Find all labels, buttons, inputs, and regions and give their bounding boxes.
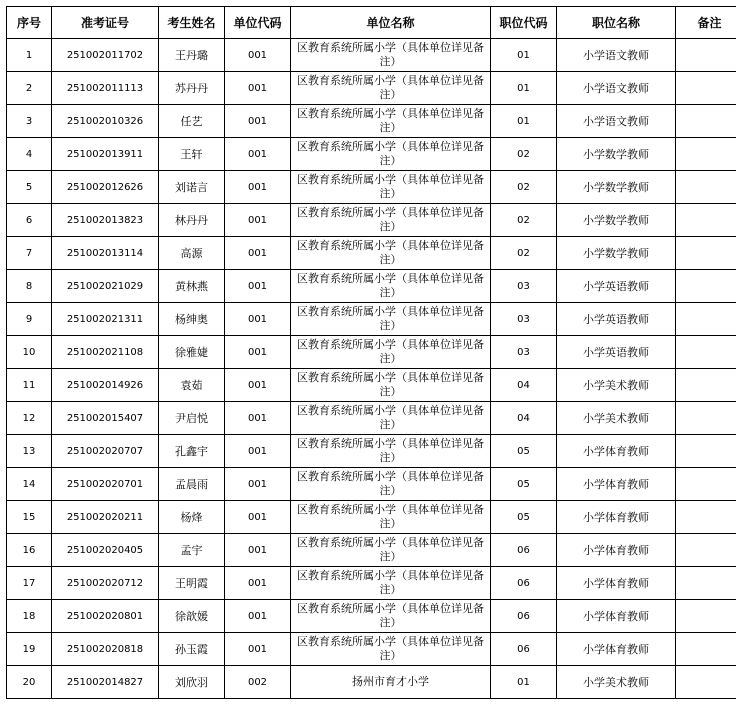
cell-index: 5 xyxy=(7,171,52,204)
table-row xyxy=(7,336,736,369)
cell-unit-code: 001 xyxy=(225,237,291,270)
cell-index: 18 xyxy=(7,600,52,633)
header-exam-id: 准考证号 xyxy=(52,7,159,39)
cell-position-code: 06 xyxy=(491,600,557,633)
table-row xyxy=(7,534,736,567)
cell-remarks xyxy=(676,72,736,105)
cell-candidate-name: 王明霞 xyxy=(159,567,225,600)
cell-unit-name: 区教育系统所属小学（具体单位详见备注） xyxy=(291,303,491,336)
cell-index: 6 xyxy=(7,204,52,237)
cell-candidate-name: 林丹丹 xyxy=(159,204,225,237)
cell-position-code: 04 xyxy=(491,369,557,402)
cell-unit-code: 001 xyxy=(225,369,291,402)
cell-unit-code: 001 xyxy=(225,600,291,633)
cell-remarks xyxy=(676,204,736,237)
cell-index: 4 xyxy=(7,138,52,171)
table-row xyxy=(7,303,736,336)
cell-remarks xyxy=(676,39,736,72)
cell-position-name: 小学语文教师 xyxy=(557,72,676,105)
cell-position-code: 01 xyxy=(491,72,557,105)
table-row xyxy=(7,402,736,435)
cell-unit-name: 区教育系统所属小学（具体单位详见备注） xyxy=(291,336,491,369)
table-row xyxy=(7,501,736,534)
cell-position-name: 小学美术教师 xyxy=(557,369,676,402)
cell-unit-name: 区教育系统所属小学（具体单位详见备注） xyxy=(291,435,491,468)
cell-index: 15 xyxy=(7,501,52,534)
cell-position-name: 小学体育教师 xyxy=(557,501,676,534)
cell-position-code: 02 xyxy=(491,138,557,171)
cell-index: 10 xyxy=(7,336,52,369)
cell-position-code: 01 xyxy=(491,666,557,699)
cell-unit-code: 001 xyxy=(225,633,291,666)
cell-remarks xyxy=(676,435,736,468)
cell-exam-id: 251002020712 xyxy=(52,567,159,600)
cell-remarks xyxy=(676,171,736,204)
cell-position-name: 小学数学教师 xyxy=(557,171,676,204)
cell-candidate-name: 王轩 xyxy=(159,138,225,171)
table-row xyxy=(7,72,736,105)
cell-position-name: 小学英语教师 xyxy=(557,270,676,303)
table-row xyxy=(7,138,736,171)
cell-unit-name: 区教育系统所属小学（具体单位详见备注） xyxy=(291,369,491,402)
cell-candidate-name: 杨烽 xyxy=(159,501,225,534)
cell-unit-code: 001 xyxy=(225,138,291,171)
cell-position-name: 小学体育教师 xyxy=(557,534,676,567)
cell-position-code: 05 xyxy=(491,435,557,468)
cell-unit-name: 区教育系统所属小学（具体单位详见备注） xyxy=(291,105,491,138)
cell-unit-name: 区教育系统所属小学（具体单位详见备注） xyxy=(291,138,491,171)
header-position-name: 职位名称 xyxy=(557,7,676,39)
cell-index: 9 xyxy=(7,303,52,336)
cell-index: 17 xyxy=(7,567,52,600)
cell-position-code: 03 xyxy=(491,270,557,303)
cell-unit-code: 001 xyxy=(225,39,291,72)
cell-index: 12 xyxy=(7,402,52,435)
cell-unit-code: 001 xyxy=(225,534,291,567)
table-row xyxy=(7,270,736,303)
cell-unit-name: 扬州市育才小学 xyxy=(291,666,491,699)
cell-position-name: 小学体育教师 xyxy=(557,435,676,468)
cell-remarks xyxy=(676,567,736,600)
cell-unit-code: 001 xyxy=(225,468,291,501)
cell-candidate-name: 刘诺言 xyxy=(159,171,225,204)
table-row xyxy=(7,105,736,138)
cell-exam-id: 251002020701 xyxy=(52,468,159,501)
table-body xyxy=(7,39,736,699)
cell-exam-id: 251002014926 xyxy=(52,369,159,402)
cell-candidate-name: 黄林燕 xyxy=(159,270,225,303)
table-row xyxy=(7,204,736,237)
cell-index: 1 xyxy=(7,39,52,72)
header-remarks: 备注 xyxy=(676,7,736,39)
cell-unit-name: 区教育系统所属小学（具体单位详见备注） xyxy=(291,501,491,534)
cell-unit-code: 001 xyxy=(225,171,291,204)
table-row xyxy=(7,39,736,72)
table-row xyxy=(7,600,736,633)
table-row xyxy=(7,468,736,501)
table-row xyxy=(7,369,736,402)
cell-position-code: 06 xyxy=(491,534,557,567)
cell-remarks xyxy=(676,600,736,633)
cell-index: 13 xyxy=(7,435,52,468)
cell-unit-name: 区教育系统所属小学（具体单位详见备注） xyxy=(291,270,491,303)
cell-unit-code: 002 xyxy=(225,666,291,699)
cell-index: 11 xyxy=(7,369,52,402)
table-row xyxy=(7,237,736,270)
cell-index: 3 xyxy=(7,105,52,138)
cell-index: 14 xyxy=(7,468,52,501)
header-candidate-name: 考生姓名 xyxy=(159,7,225,39)
cell-candidate-name: 徐歆媛 xyxy=(159,600,225,633)
cell-unit-code: 001 xyxy=(225,336,291,369)
cell-position-code: 01 xyxy=(491,39,557,72)
cell-exam-id: 251002010326 xyxy=(52,105,159,138)
cell-candidate-name: 刘欣羽 xyxy=(159,666,225,699)
header-unit-name: 单位名称 xyxy=(291,7,491,39)
cell-position-name: 小学语文教师 xyxy=(557,105,676,138)
cell-unit-name: 区教育系统所属小学（具体单位详见备注） xyxy=(291,633,491,666)
cell-remarks xyxy=(676,633,736,666)
cell-remarks xyxy=(676,534,736,567)
table-row xyxy=(7,171,736,204)
cell-remarks xyxy=(676,402,736,435)
cell-exam-id: 251002014827 xyxy=(52,666,159,699)
cell-candidate-name: 孙玉霞 xyxy=(159,633,225,666)
cell-index: 16 xyxy=(7,534,52,567)
cell-index: 7 xyxy=(7,237,52,270)
cell-exam-id: 251002011113 xyxy=(52,72,159,105)
cell-remarks xyxy=(676,501,736,534)
cell-unit-name: 区教育系统所属小学（具体单位详见备注） xyxy=(291,402,491,435)
cell-remarks xyxy=(676,105,736,138)
cell-unit-code: 001 xyxy=(225,105,291,138)
table-row xyxy=(7,435,736,468)
cell-exam-id: 251002015407 xyxy=(52,402,159,435)
table-row xyxy=(7,567,736,600)
cell-remarks xyxy=(676,369,736,402)
cell-candidate-name: 徐雅婕 xyxy=(159,336,225,369)
cell-position-code: 02 xyxy=(491,204,557,237)
cell-candidate-name: 杨绅奥 xyxy=(159,303,225,336)
cell-unit-name: 区教育系统所属小学（具体单位详见备注） xyxy=(291,39,491,72)
cell-candidate-name: 孟晨雨 xyxy=(159,468,225,501)
table-row xyxy=(7,666,736,699)
cell-unit-name: 区教育系统所属小学（具体单位详见备注） xyxy=(291,171,491,204)
cell-candidate-name: 苏丹丹 xyxy=(159,72,225,105)
cell-candidate-name: 孟宇 xyxy=(159,534,225,567)
results-table xyxy=(6,6,736,699)
cell-remarks xyxy=(676,336,736,369)
cell-unit-name: 区教育系统所属小学（具体单位详见备注） xyxy=(291,468,491,501)
cell-exam-id: 251002011702 xyxy=(52,39,159,72)
cell-unit-name: 区教育系统所属小学（具体单位详见备注） xyxy=(291,600,491,633)
cell-position-name: 小学数学教师 xyxy=(557,204,676,237)
cell-position-code: 05 xyxy=(491,468,557,501)
cell-unit-code: 001 xyxy=(225,567,291,600)
cell-candidate-name: 王丹璐 xyxy=(159,39,225,72)
cell-index: 8 xyxy=(7,270,52,303)
cell-position-code: 01 xyxy=(491,105,557,138)
cell-position-code: 02 xyxy=(491,237,557,270)
cell-candidate-name: 袁茹 xyxy=(159,369,225,402)
header-position-code: 职位代码 xyxy=(491,7,557,39)
cell-exam-id: 251002020211 xyxy=(52,501,159,534)
cell-position-name: 小学英语教师 xyxy=(557,303,676,336)
cell-position-code: 06 xyxy=(491,567,557,600)
cell-exam-id: 251002013823 xyxy=(52,204,159,237)
cell-position-name: 小学体育教师 xyxy=(557,567,676,600)
cell-exam-id: 251002013911 xyxy=(52,138,159,171)
cell-candidate-name: 孔鑫宇 xyxy=(159,435,225,468)
cell-position-name: 小学语文教师 xyxy=(557,39,676,72)
cell-remarks xyxy=(676,303,736,336)
cell-position-code: 03 xyxy=(491,336,557,369)
cell-position-name: 小学体育教师 xyxy=(557,600,676,633)
header-row xyxy=(7,7,736,39)
cell-remarks xyxy=(676,270,736,303)
cell-position-name: 小学美术教师 xyxy=(557,666,676,699)
header-index: 序号 xyxy=(7,7,52,39)
cell-exam-id: 251002013114 xyxy=(52,237,159,270)
cell-remarks xyxy=(676,666,736,699)
cell-position-code: 06 xyxy=(491,633,557,666)
cell-exam-id: 251002020707 xyxy=(52,435,159,468)
cell-position-name: 小学体育教师 xyxy=(557,633,676,666)
cell-candidate-name: 尹启悦 xyxy=(159,402,225,435)
cell-index: 20 xyxy=(7,666,52,699)
cell-unit-name: 区教育系统所属小学（具体单位详见备注） xyxy=(291,72,491,105)
cell-exam-id: 251002012626 xyxy=(52,171,159,204)
cell-exam-id: 251002020405 xyxy=(52,534,159,567)
table-row xyxy=(7,633,736,666)
cell-unit-code: 001 xyxy=(225,270,291,303)
cell-index: 19 xyxy=(7,633,52,666)
cell-position-name: 小学英语教师 xyxy=(557,336,676,369)
cell-position-code: 05 xyxy=(491,501,557,534)
cell-candidate-name: 高源 xyxy=(159,237,225,270)
cell-unit-name: 区教育系统所属小学（具体单位详见备注） xyxy=(291,534,491,567)
cell-position-name: 小学美术教师 xyxy=(557,402,676,435)
cell-unit-code: 001 xyxy=(225,501,291,534)
cell-remarks xyxy=(676,138,736,171)
cell-position-name: 小学数学教师 xyxy=(557,237,676,270)
cell-exam-id: 251002021108 xyxy=(52,336,159,369)
cell-unit-code: 001 xyxy=(225,303,291,336)
cell-unit-name: 区教育系统所属小学（具体单位详见备注） xyxy=(291,204,491,237)
cell-position-code: 03 xyxy=(491,303,557,336)
cell-unit-code: 001 xyxy=(225,435,291,468)
cell-unit-name: 区教育系统所属小学（具体单位详见备注） xyxy=(291,237,491,270)
cell-remarks xyxy=(676,237,736,270)
cell-exam-id: 251002021311 xyxy=(52,303,159,336)
cell-position-code: 02 xyxy=(491,171,557,204)
cell-candidate-name: 任艺 xyxy=(159,105,225,138)
header-unit-code: 单位代码 xyxy=(225,7,291,39)
cell-exam-id: 251002021029 xyxy=(52,270,159,303)
cell-unit-name: 区教育系统所属小学（具体单位详见备注） xyxy=(291,567,491,600)
cell-position-name: 小学数学教师 xyxy=(557,138,676,171)
cell-exam-id: 251002020801 xyxy=(52,600,159,633)
cell-unit-code: 001 xyxy=(225,204,291,237)
cell-index: 2 xyxy=(7,72,52,105)
cell-position-name: 小学体育教师 xyxy=(557,468,676,501)
cell-unit-code: 001 xyxy=(225,402,291,435)
cell-exam-id: 251002020818 xyxy=(52,633,159,666)
cell-remarks xyxy=(676,468,736,501)
cell-unit-code: 001 xyxy=(225,72,291,105)
cell-position-code: 04 xyxy=(491,402,557,435)
